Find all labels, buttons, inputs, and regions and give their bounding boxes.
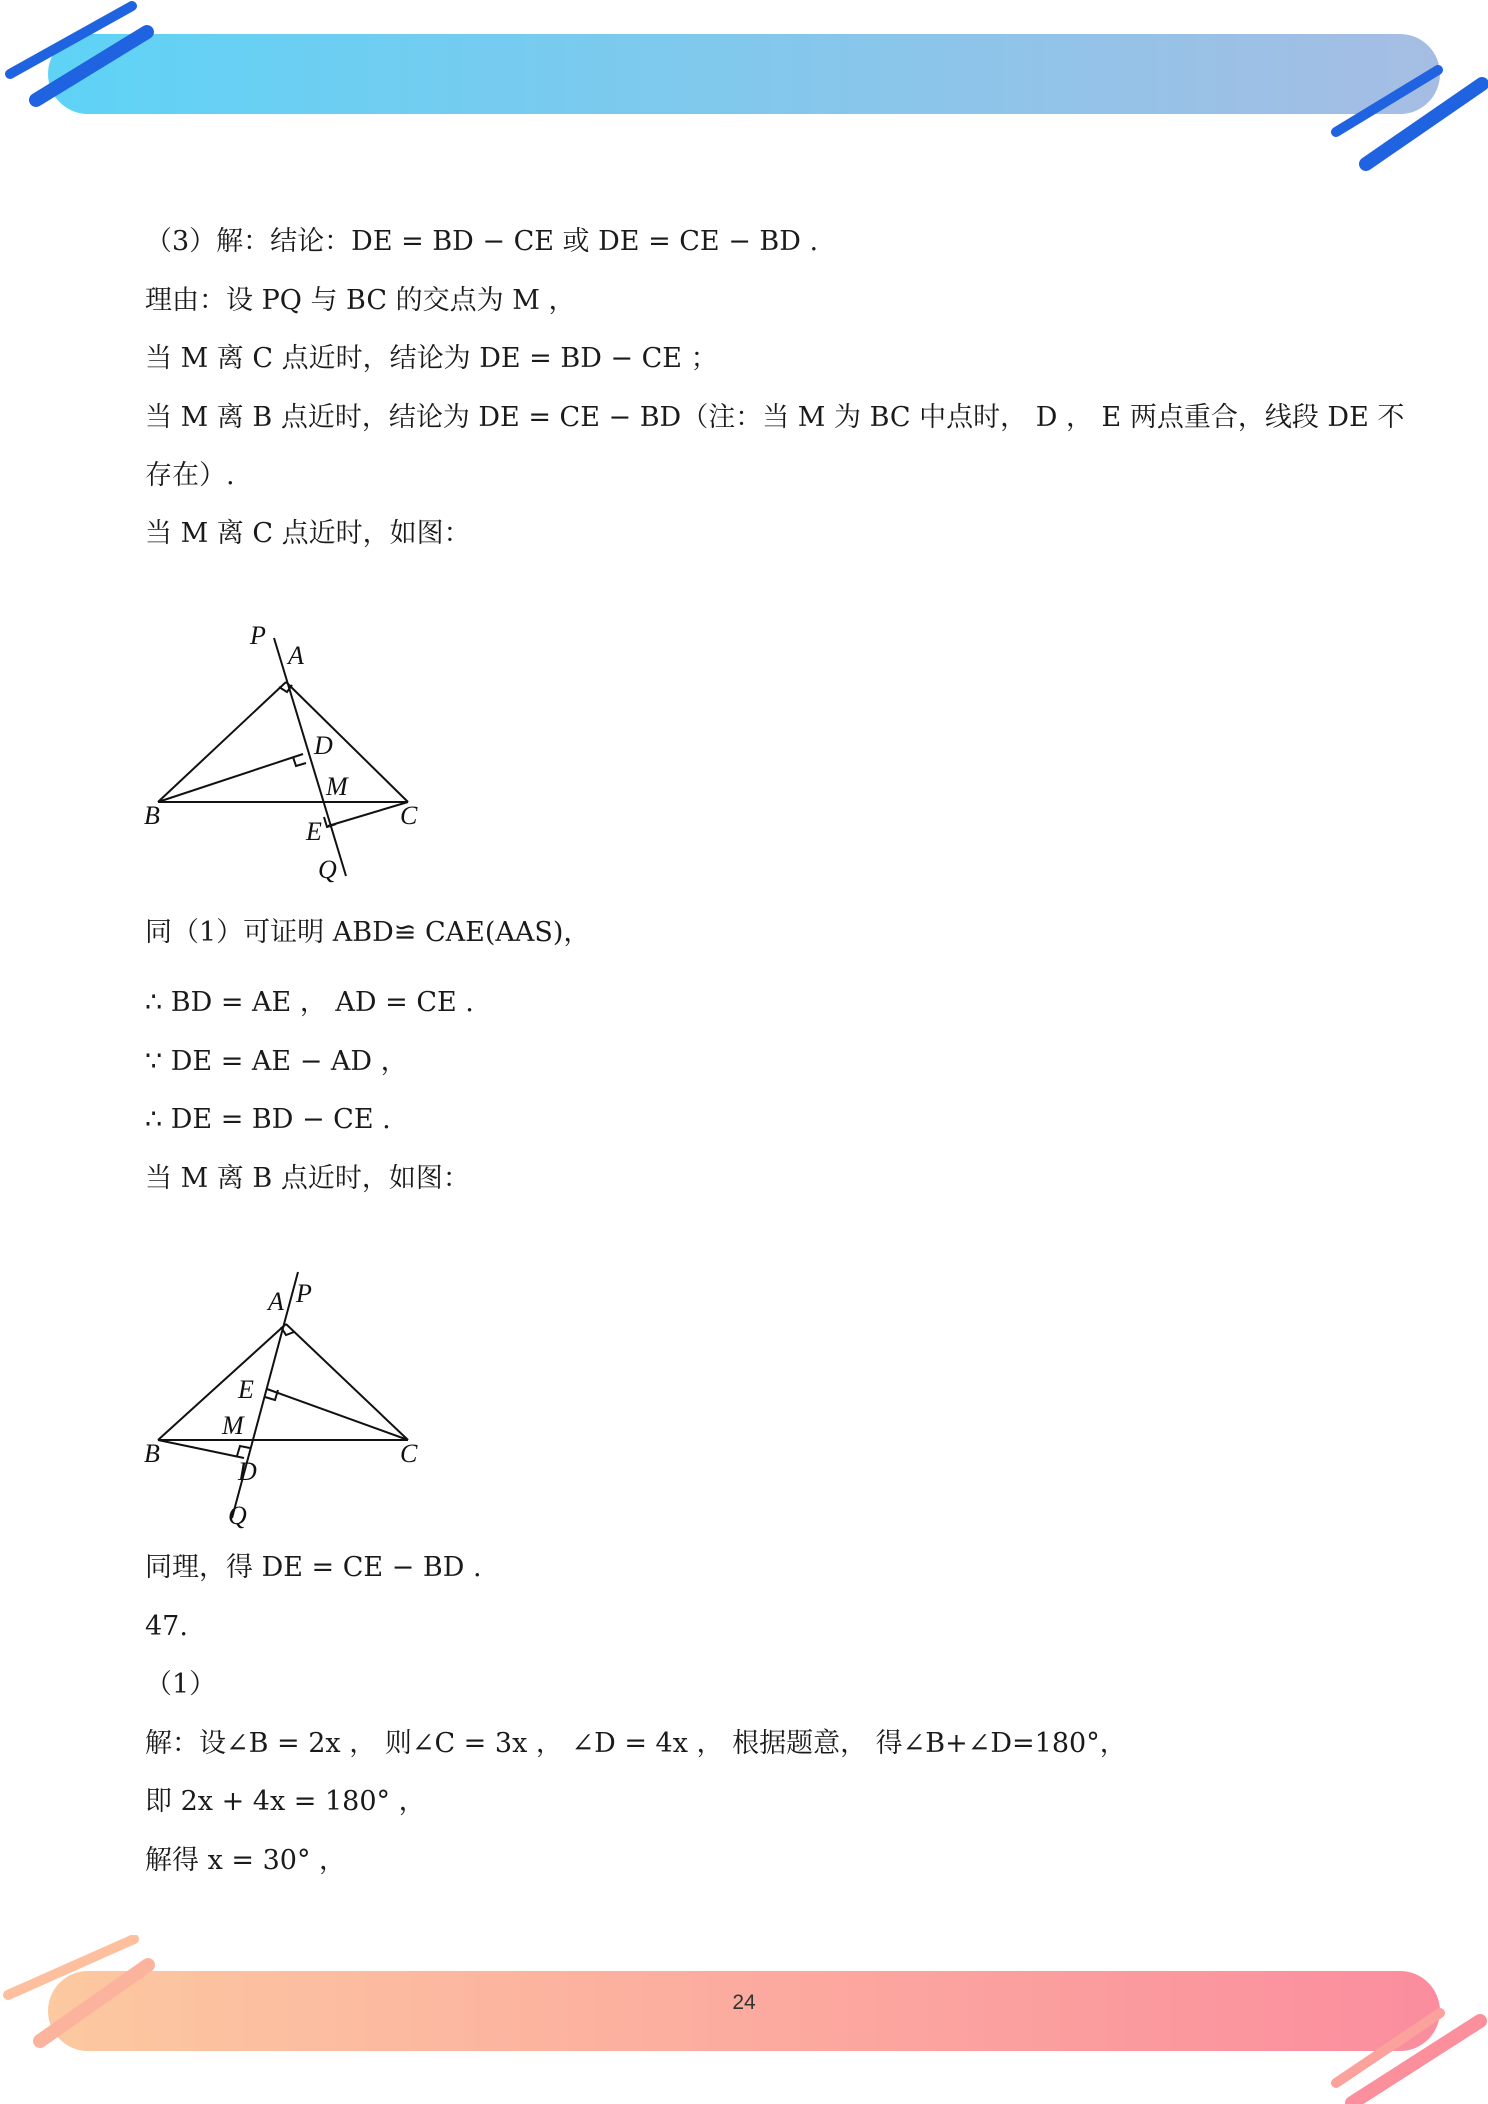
header-banner bbox=[0, 0, 1488, 175]
fig2-label-b: B bbox=[144, 1439, 160, 1468]
text-line-12: 同理，得 DE = CE − BD . bbox=[145, 1552, 482, 1583]
fig2-label-p: P bbox=[296, 1279, 312, 1308]
text-line-17: 解得 x = 30° ， bbox=[145, 1845, 347, 1876]
fig1-label-a: A bbox=[288, 641, 304, 670]
fig1-label-c: C bbox=[400, 801, 418, 830]
text-line-14: （1） bbox=[145, 1669, 217, 1700]
fig1-label-e: E bbox=[306, 817, 322, 846]
fig2-label-m: M bbox=[222, 1411, 244, 1440]
fig1-label-q: Q bbox=[318, 855, 337, 884]
fig1-label-m: M bbox=[326, 772, 348, 801]
text-line-15: 解：设∠B = 2x ， 则∠C = 3x ， ∠D = 4x ， 根据题意， 得∠B+∠D=180°， bbox=[145, 1728, 1127, 1759]
text-line-8: ∴ BD = AE ， AD = CE . bbox=[145, 987, 474, 1018]
text-line-9: ∵ DE = AE − AD ， bbox=[145, 1046, 408, 1077]
text-line-13: 47. bbox=[145, 1611, 188, 1642]
text-line-7: 同（1）可证明 ABD≌ CAE(AAS)， bbox=[145, 917, 591, 948]
triangle-figure-2 bbox=[140, 1262, 440, 1532]
text-line-2: 理由：设 PQ 与 BC 的交点为 M ， bbox=[145, 285, 576, 316]
footer-banner bbox=[0, 1935, 1488, 2104]
text-line-11: 当 M 离 B 点近时，如图： bbox=[145, 1163, 470, 1194]
text-line-3: 当 M 离 C 点近时，结论为 DE = BD − CE ； bbox=[145, 343, 718, 374]
text-line-16: 即 2x + 4x = 180° ， bbox=[145, 1786, 426, 1817]
fig1-label-d: D bbox=[314, 731, 333, 760]
fig1-label-b: B bbox=[144, 801, 160, 830]
text-line-4: 当 M 离 B 点近时，结论为 DE = CE − BD（注：当 M 为 BC 中点时， D ， E 两点重合，线段 DE 不 bbox=[145, 402, 1405, 433]
fig2-label-c: C bbox=[400, 1439, 418, 1468]
page-number: 24 bbox=[732, 1991, 756, 2014]
fig2-label-q: Q bbox=[228, 1501, 247, 1530]
text-line-6: 当 M 离 C 点近时，如图： bbox=[145, 518, 471, 549]
fig2-label-d: D bbox=[238, 1457, 257, 1486]
fig2-label-e: E bbox=[238, 1375, 254, 1404]
triangle-figure-1 bbox=[140, 620, 440, 890]
text-line-5: 存在）. bbox=[145, 460, 235, 491]
text-line-1: （3）解：结论：DE = BD − CE 或 DE = CE − BD . bbox=[145, 226, 819, 257]
text-line-10: ∴ DE = BD − CE . bbox=[145, 1104, 391, 1135]
fig1-label-p: P bbox=[250, 621, 266, 650]
fig2-label-a: A bbox=[268, 1287, 284, 1316]
